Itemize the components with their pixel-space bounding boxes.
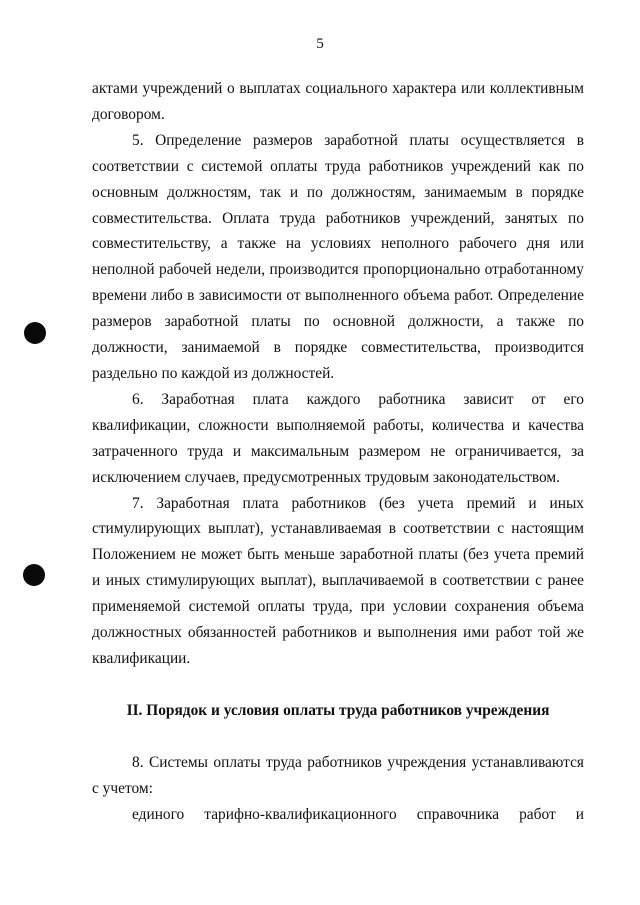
punch-hole [24,322,46,344]
paragraph-5: 5. Определение размеров заработной платы осуществляется в соответствии с системой оплаты труда работников учреждений как по основным должностям, так и по должностям, занимаемым в порядке совместительства. Оплата труда работников учреждений, занятых по совместительству, а также на условиях неполного рабочего дня или неполной рабочей недели, производится пропорционально отработанному времени либо в зависимости от выполненного объема работ. Определение размеров заработной платы по основной должности, а также по должности, занимаемой в порядке совместительства, производится раздельно по каждой из должностей. [92,131,584,382]
paragraph-continuation: актами учреждений о выплатах социального характера или коллективным договором. [92,80,584,123]
paragraph-last-line [92,802,584,828]
punch-hole [23,564,45,586]
word: тарифно-квалификационного [204,805,397,823]
document-body [92,76,584,827]
word: справочника [416,805,500,823]
word: работ [519,805,556,823]
word: и [575,805,584,823]
page-number: 5 [316,36,324,52]
word: единого [132,805,185,823]
paragraph-8: 8. Системы оплаты труда работников учреждения устанавливаются с учетом: [92,753,584,797]
paragraph-7: 7. Заработная плата работников (без учета премий и иных стимулирующих выплат), устанавливаемая в соответствии с настоящим Положением не может быть меньше заработной платы (без учета премий и иных стимулирующих выплат), выплачиваемой в соответствии с ранее применяемой системой оплаты труда, при условии сохранения объема должностных обязанностей работников и выполнения ими работ той же квалификации. [92,494,584,667]
paragraph-6: 6. Заработная плата каждого работника зависит от его квалификации, сложности выполняемой работы, количества и качества затраченного труда и максимальным размером не ограничивается, за исключением случаев, предусмотренных трудовым законодательством. [92,390,584,486]
section-heading: II. Порядок и условия оплаты труда работников учреждения [126,701,550,719]
